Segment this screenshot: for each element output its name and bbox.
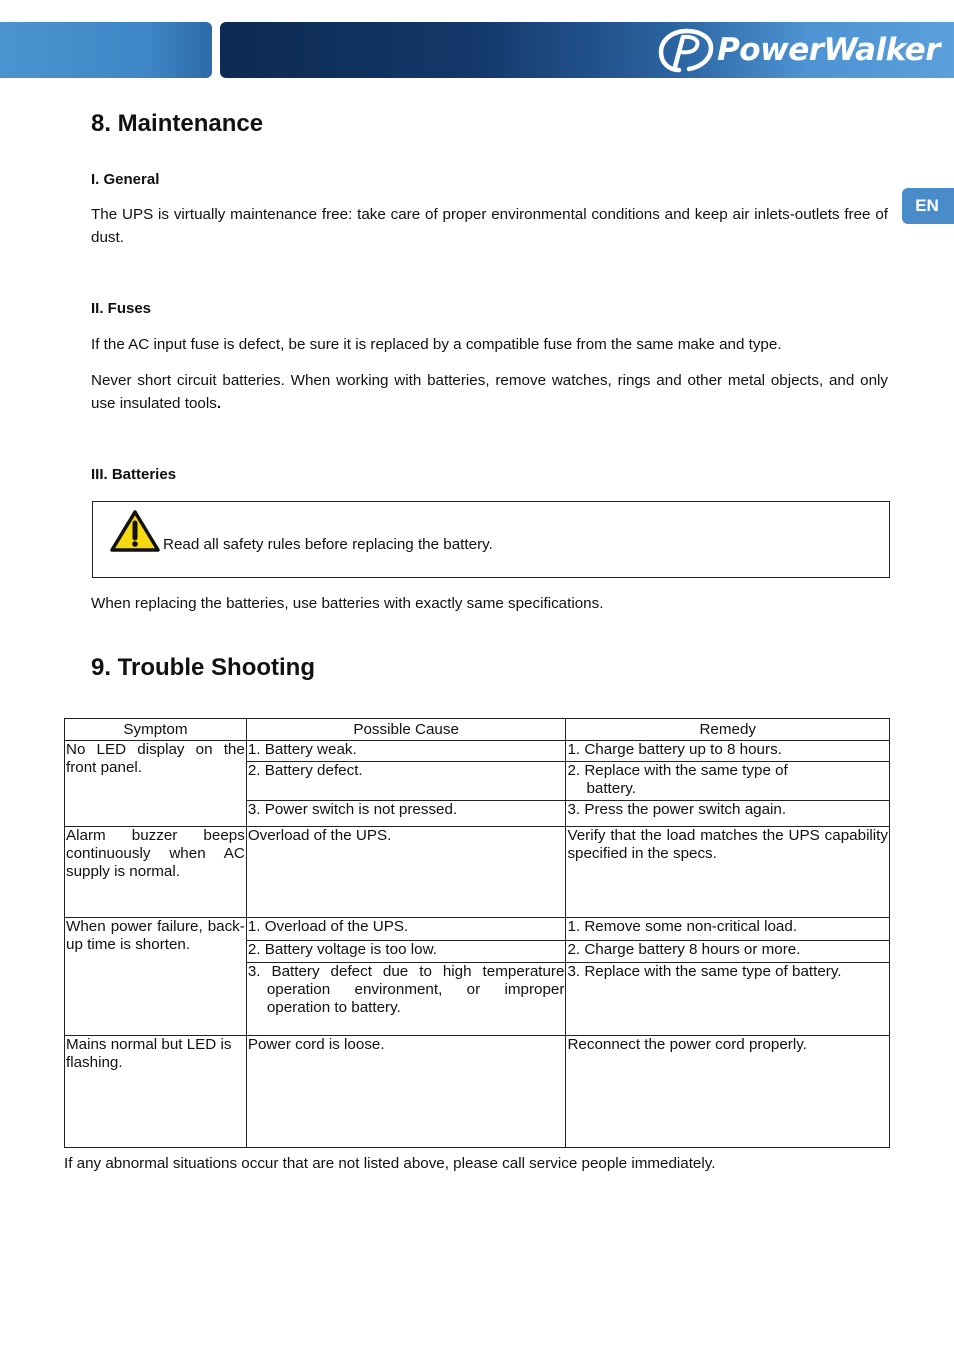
fuses-text-2-body: Never short circuit batteries. When working with batteries, remove watches, rings and other metal objects, and only use insulated tools [91,372,888,412]
footer-note: If any abnormal situations occur that are not listed above, please call service people immediately. [64,1155,716,1172]
table-row [65,827,890,918]
remedy-cell [566,762,890,801]
general-text: The UPS is virtually maintenance free: take care of proper environmental conditions and keep air inlets-outlets free of dust. [91,206,888,246]
symptom-cell: Mains normal but LED is flashing. [65,1036,247,1148]
symptom-cell: No LED display on the front panel. [65,741,247,827]
brand-logo [657,26,940,74]
remedy-cell: 1. Remove some non-critical load. [566,918,890,941]
table-row [65,741,890,762]
column-header-remedy: Remedy [566,719,890,741]
remedy-cell: 3. Press the power switch again. [566,801,890,827]
cause-cell: 1. Battery weak. [246,741,566,762]
cause-cell: 1. Overload of the UPS. [246,918,566,941]
cause-cell: 3. Power switch is not pressed. [246,801,566,827]
fuses-text-2-end: . [216,394,222,412]
table-row [65,1036,890,1148]
batteries-heading: III. Batteries [91,466,177,483]
remedy-cell: 2. Charge battery 8 hours or more. [566,941,890,963]
cause-cell [246,963,566,1036]
battery-warning-box [92,501,890,578]
column-header-cause: Possible Cause [246,719,566,741]
maintenance-title: 8. Maintenance [91,110,264,137]
troubleshooting-table [64,718,890,1148]
symptom-cell: Alarm buzzer beeps continuously when AC supply is normal. [65,827,247,918]
cause-cell: 2. Battery voltage is too low. [246,941,566,963]
cause-cell: Overload of the UPS. [246,827,566,918]
batteries-text: When replacing the batteries, use batteries with exactly same specifications. [91,595,604,612]
table-row [65,918,890,941]
remedy-cell: Verify that the load matches the UPS capability specified in the specs. [566,827,890,918]
powerwalker-logo-icon [657,27,715,73]
cause-cell: Power cord is loose. [246,1036,566,1148]
general-heading: I. General [91,171,160,188]
symptom-cell: When power failure, back-up time is shorten. [65,918,247,1036]
remedy-cell: Reconnect the power cord properly. [566,1036,890,1148]
fuses-text-2 [91,370,888,415]
column-header-symptom: Symptom [65,719,247,741]
remedy-line: 2. Replace with the same type of [567,762,788,779]
fuses-text-1: If the AC input fuse is defect, be sure it is replaced by a compatible fuse from the same make and type. [91,336,782,353]
table-header-row [65,719,890,741]
remedy-line-continued: battery. [586,780,636,797]
brand-name: PowerWalker [717,32,940,68]
troubleshooting-title: 9. Trouble Shooting [91,654,315,681]
cause-cell: 2. Battery defect. [246,762,566,801]
warning-icon [109,509,161,553]
fuses-heading: II. Fuses [91,300,152,317]
cause-text: 3. Battery defect due to high temperature operation environment, or improper operation to battery. [247,963,565,1016]
header-banner-left [0,22,212,78]
language-tab[interactable]: EN [902,188,954,224]
warning-text: Read all safety rules before replacing the battery. [163,536,493,553]
remedy-cell: 3. Replace with the same type of battery. [566,963,890,1036]
remedy-cell: 1. Charge battery up to 8 hours. [566,741,890,762]
